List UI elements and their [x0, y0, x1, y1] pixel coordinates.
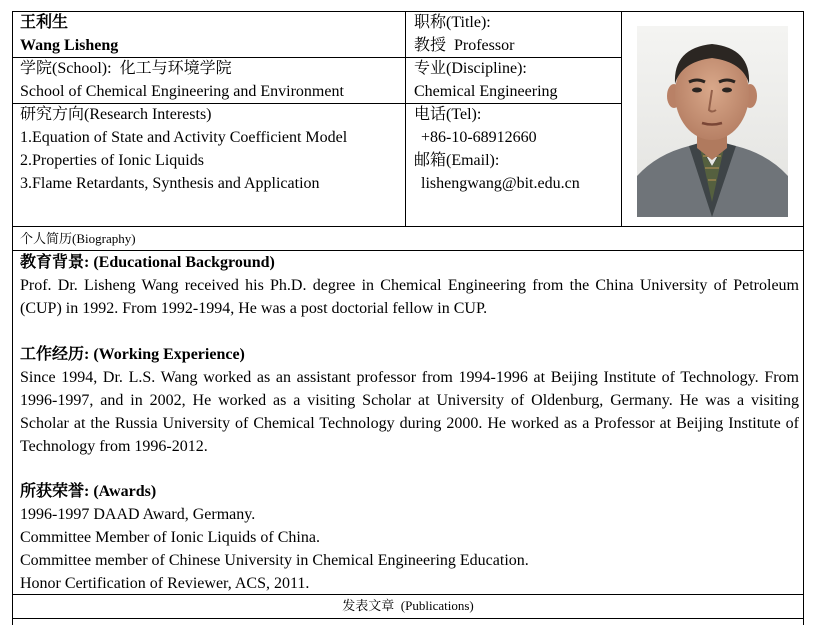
awards-heading-english: (Awards)	[93, 483, 157, 500]
title-value: 教授 Professor	[414, 37, 515, 54]
award-item: Honor Certification of Reviewer, ACS, 2011.	[20, 575, 310, 592]
work-heading-english: (Working Experience)	[93, 346, 245, 363]
table-row-line-5	[12, 594, 804, 595]
table-border-right	[803, 11, 804, 625]
table-row-line-1	[12, 57, 621, 58]
portrait-illustration	[637, 26, 788, 217]
research-item: 3.Flame Retardants, Synthesis and Application	[20, 175, 320, 192]
research-label: 研究方向(Research Interests)	[20, 106, 212, 123]
tel-label: 电话(Tel):	[414, 106, 482, 123]
email-label: 邮箱(Email):	[414, 152, 500, 169]
education-heading	[20, 255, 275, 271]
award-item: 1996-1997 DAAD Award, Germany.	[20, 506, 256, 523]
award-item: Committee member of Chinese University in Chemical Engineering Education.	[20, 552, 529, 569]
email-link[interactable]: lishengwang@bit.edu.cn	[421, 175, 580, 192]
tel-value: +86-10-68912660	[421, 129, 537, 146]
awards-heading-chinese: 所获荣誉:	[20, 483, 90, 500]
discipline-value: Chemical Engineering	[414, 83, 558, 100]
education-heading-chinese: 教育背景:	[20, 254, 90, 271]
title-label: 职称(Title):	[414, 14, 491, 31]
school-name-chinese: 化工与环境学院	[119, 60, 232, 77]
research-item: 1.Equation of State and Activity Coefficient Model	[20, 129, 348, 146]
table-divider-name-title	[405, 11, 406, 226]
biography-header: 个人简历(Biography)	[20, 231, 136, 246]
award-item: Committee Member of Ionic Liquids of China.	[20, 529, 320, 546]
work-heading-chinese: 工作经历:	[20, 346, 90, 363]
table-row-line-3	[12, 226, 804, 227]
discipline-label: 专业(Discipline):	[414, 60, 527, 77]
name-chinese: 王利生	[20, 14, 69, 31]
school-name-english: School of Chemical Engineering and Environment	[20, 83, 344, 100]
work-paragraph: Since 1994, Dr. L.S. Wang worked as an assistant professor from 1994-1996 at Beijing Institute of Technology. From 1996-1997, and in 2002, He worked as a visiting Scholar at University of Oldenburg, Germany. He was a visiting Scholar at the Russia University of Chemical Technology during 2000. He worked as a Professor at Beijing Institute of Technology from 1996-2012.	[20, 369, 799, 455]
portrait-photo	[637, 26, 788, 217]
work-heading	[20, 347, 245, 363]
name-english: Wang Lisheng	[20, 37, 119, 54]
table-border-top	[12, 11, 804, 12]
table-row-line-6	[12, 618, 804, 619]
school-label: 学院(School):	[20, 60, 112, 77]
school-label-row	[20, 61, 232, 77]
awards-heading	[20, 484, 156, 500]
education-heading-english: (Educational Background)	[93, 254, 275, 271]
education-paragraph: Prof. Dr. Lisheng Wang received his Ph.D. degree in Chemical Engineering from the China University of Petroleum (CUP) in 1992. From 1992-1994, He was a post doctorial fellow in CUP.	[20, 277, 799, 317]
table-row-line-4	[12, 250, 804, 251]
research-item: 2.Properties of Ionic Liquids	[20, 152, 204, 169]
table-row-line-2	[12, 103, 621, 104]
publications-header: 发表文章 (Publications)	[342, 598, 474, 613]
table-divider-photo	[621, 11, 622, 226]
